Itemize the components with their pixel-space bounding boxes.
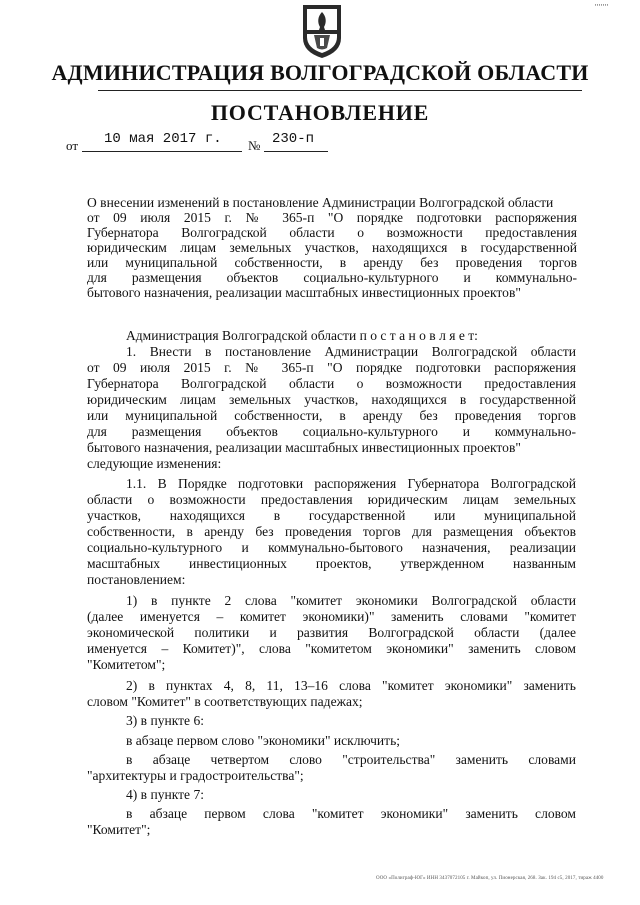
date-underline <box>82 151 242 152</box>
body-line: 2) в пунктах 4, 8, 11, 13–16 слова "комитет экономики" заменить <box>126 678 576 693</box>
body-line: в абзаце первом слова "комитет экономики" заменить словом <box>126 806 576 821</box>
body-line: Администрация Волгоградской области п о с т а н о в л я е т: <box>126 328 478 343</box>
title-line: от 09 июля 2015 г. № 365-п "О порядке подготовки распоряжения <box>87 210 577 225</box>
corner-mark: ······· <box>594 0 608 10</box>
date-value: 10 мая 2017 г. <box>104 131 222 147</box>
body-line: 1.1. В Порядке подготовки распоряжения Губернатора Волгоградской <box>126 476 576 491</box>
number-label: № <box>248 138 261 153</box>
organization-title: АДМИНИСТРАЦИЯ ВОЛГОГРАДСКОЙ ОБЛАСТИ <box>51 60 589 85</box>
body-line: для размещения объектов социально-культурного и коммунально- <box>87 424 576 439</box>
body-line: бытового назначения, реализации масштабных инвестиционных проектов" <box>87 440 521 455</box>
title-line: бытового назначения, реализации масштабных инвестиционных проектов" <box>87 285 521 300</box>
body-line: 1. Внести в постановление Администрации Волгоградской области <box>126 344 576 359</box>
body-line: словом "Комитет" в соответствующих падежах; <box>87 694 363 709</box>
header-rule <box>98 90 582 91</box>
title-line: для размещения объектов социально-культурного и коммунально- <box>87 270 577 285</box>
body-line: от 09 июля 2015 г. № 365-п "О порядке подготовки распоряжения <box>87 360 576 375</box>
body-line: или муниципальной собственности, в аренду без проведения торгов <box>87 408 576 423</box>
body-line: 3) в пункте 6: <box>126 713 204 728</box>
body-line: экономической политики и развития Волгоградской области (далее <box>87 625 576 640</box>
body-line: социально-культурного и коммунально-бытового назначения, реализации <box>87 540 576 555</box>
number-underline <box>264 151 328 152</box>
body-line: 4) в пункте 7: <box>126 787 204 802</box>
title-line: О внесении изменений в постановление Администрации Волгоградской области <box>87 195 554 210</box>
date-label: от <box>66 138 79 153</box>
body-line: следующие изменения: <box>87 456 222 471</box>
title-line: или муниципальной собственности, в аренду без проведения торгов <box>87 255 577 270</box>
body-line: (далее именуется – комитет экономики)" заменить словами "комитет <box>87 609 576 624</box>
document-type: ПОСТАНОВЛЕНИЕ <box>210 100 430 125</box>
title-line: юридическим лицам земельных участков, находящихся в государственной <box>87 240 577 255</box>
body-line: "Комитет"; <box>87 822 151 837</box>
number-value: 230-п <box>272 131 315 147</box>
body-line: постановлением: <box>87 572 186 587</box>
body-line: в абзаце первом слово "экономики" исключить; <box>126 733 401 748</box>
body-line: "Комитетом"; <box>87 657 166 672</box>
body-line: "архитектуры и градостроительства"; <box>87 768 304 783</box>
body-line: 1) в пункте 2 слова "комитет экономики Волгоградской области <box>126 593 576 608</box>
body-line: юридическим лицам земельных участков, находящихся в государственной <box>87 392 576 407</box>
body-line: собственности, в аренду без проведения торгов для размещения объектов <box>87 524 576 539</box>
printer-imprint: ООО «Полиграф-ЮГ» ИНН 3437072105 г. Майкоп, ул. Пионерская, 268. Зак. 194 с5, 2017, тираж 4400 <box>376 876 604 881</box>
body-line: именуется – Комитет)", слова "комитетом экономики" заменить словом <box>87 641 576 656</box>
body-line: участков, находящихся в государственной или муниципальной <box>87 508 576 523</box>
body-line: в абзаце четвертом слово "строительства" заменить словами <box>126 752 576 767</box>
title-line: Губернатора Волгоградской области о возможности предоставления <box>87 225 577 240</box>
coat-of-arms-emblem <box>300 2 344 60</box>
body-line: масштабных инвестиционных проектов, утвержденном названным <box>87 556 576 571</box>
body-line: Губернатора Волгоградской области о возможности предоставления <box>87 376 576 391</box>
body-line: области о возможности предоставления юридическим лицам земельных <box>87 492 576 507</box>
